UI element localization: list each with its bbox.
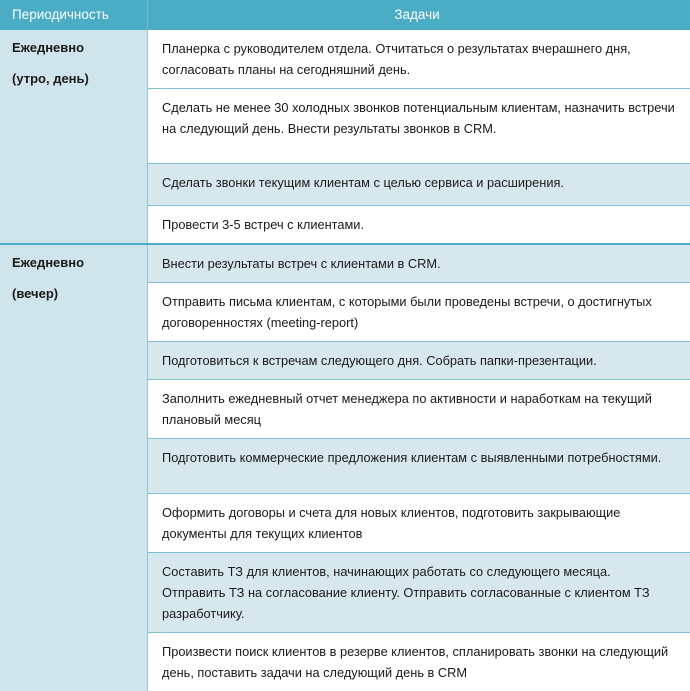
table-row xyxy=(148,633,690,691)
table-row xyxy=(148,380,690,439)
table-row xyxy=(148,342,690,380)
table-row xyxy=(148,30,690,89)
table-section-morning xyxy=(0,30,690,243)
tasks-cell xyxy=(148,30,690,243)
table-row xyxy=(148,245,690,283)
task-text: Произвести поиск клиентов в резерве клиентов, спланировать звонки на следующий день, поставить задачи на следующий день в CRM xyxy=(162,644,669,680)
task-text: Подготовиться к встречам следующего дня. Собрать папки-презентации. xyxy=(162,353,597,368)
table-row xyxy=(148,494,690,553)
table-row xyxy=(148,283,690,342)
period-title: Ежедневно xyxy=(12,255,85,270)
task-text: Оформить договоры и счета для новых клиентов, подготовить закрывающие документы для текущих клиентов xyxy=(162,505,621,541)
table-row xyxy=(148,439,690,494)
table-row xyxy=(148,164,690,206)
period-cell xyxy=(0,245,148,691)
task-text: Составить ТЗ для клиентов, начинающих работать со следующего месяца. Отправить ТЗ на согласование клиенту. Отправить согласованные с клиентом ТЗ разработчику. xyxy=(162,564,650,621)
table-row xyxy=(148,89,690,164)
column-header-period: Периодичность xyxy=(0,0,148,30)
tasks-cell xyxy=(148,245,690,691)
table-body xyxy=(0,30,690,691)
period-title: Ежедневно xyxy=(12,40,85,55)
task-text: Заполнить ежедневный отчет менеджера по активности и наработкам на текущий плановый месяц xyxy=(162,391,652,427)
table-section-evening xyxy=(0,243,690,691)
column-header-tasks: Задачи xyxy=(394,7,440,22)
table-row xyxy=(148,206,690,243)
task-text: Отправить письма клиентам, с которыми были проведены встречи, о достигнутых договоренностях (meeting-report) xyxy=(162,294,652,330)
task-text: Сделать звонки текущим клиентам с целью сервиса и расширения. xyxy=(162,175,564,190)
task-text: Провести 3-5 встреч с клиентами. xyxy=(162,217,364,232)
period-cell xyxy=(0,30,148,243)
task-text: Планерка с руководителем отдела. Отчитаться о результатах вчерашнего дня, согласовать планы на сегодняшний день. xyxy=(162,41,631,77)
task-text: Подготовить коммерческие предложения клиентам с выявленными потребностями. xyxy=(162,450,662,465)
period-subtitle: (вечер) xyxy=(12,286,59,301)
table-header-row xyxy=(0,0,690,30)
task-text: Внести результаты встреч с клиентами в CRM. xyxy=(162,256,441,271)
period-subtitle: (утро, день) xyxy=(12,71,89,86)
table-row xyxy=(148,553,690,633)
task-text: Сделать не менее 30 холодных звонков потенциальным клиентам, назначить встречи на следующий день. Внести результаты звонков в CRM. xyxy=(162,100,675,136)
